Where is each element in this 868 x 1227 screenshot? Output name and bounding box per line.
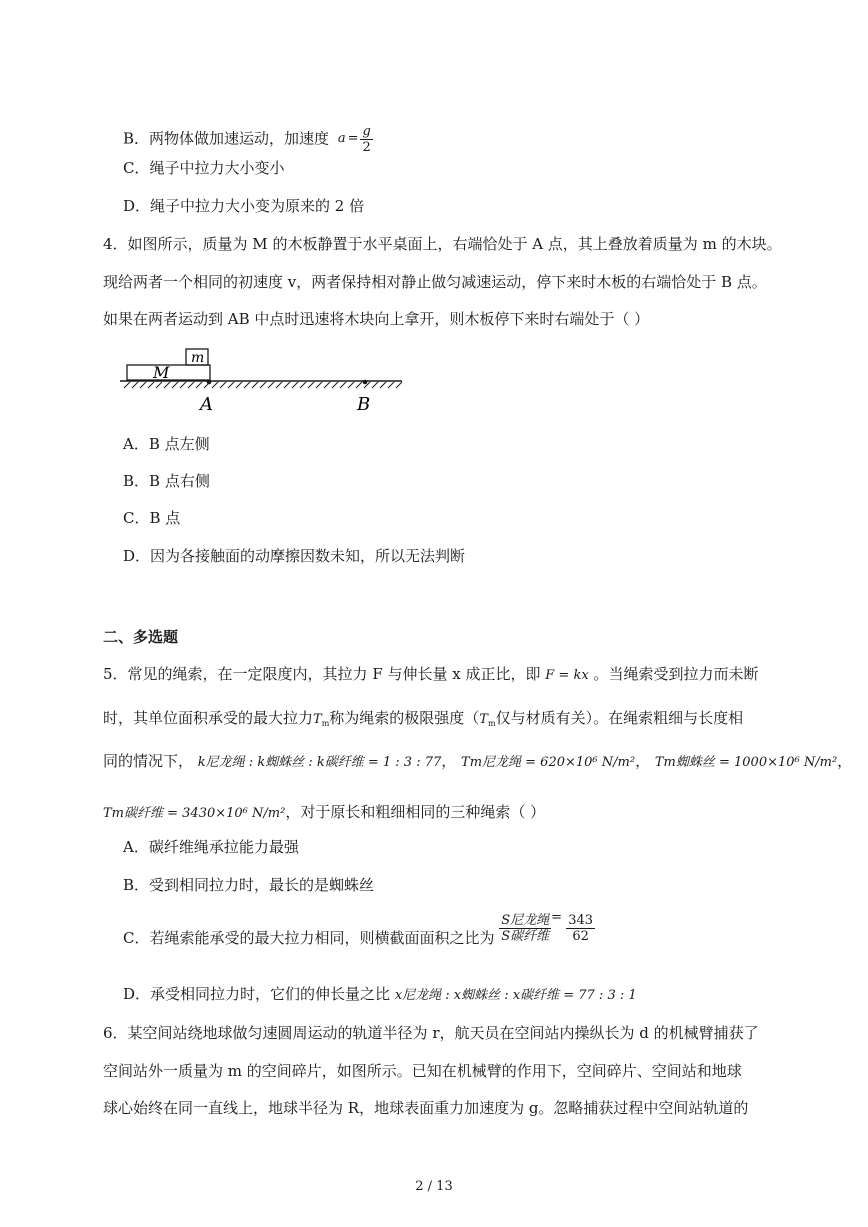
extension-ratio-formula: x尼龙绳 : x蜘蛛丝 : x碳纤维 = 77 : 3 : 1 [394, 988, 637, 1003]
formula-numerator: g [362, 124, 371, 139]
q4-option-a: A．B 点左侧 [123, 435, 210, 453]
q5-option-d-text: D．承受相同拉力时，它们的伸长量之比 [123, 985, 391, 1003]
q3-option-c: C．绳子中拉力大小变小 [123, 159, 285, 177]
k-ratio-formula: k尼龙绳 : k蜘蛛丝 : k碳纤维 = 1 : 3 : 77 [197, 755, 442, 770]
label-M: M [153, 363, 170, 382]
tm-symbol-2: T [479, 712, 488, 727]
tm-subscript: m [321, 719, 330, 728]
q6-line3: 球心始终在同一直线上，地球半径为 R，地球表面重力加速度为 g。忽略捕获过程中空间站轨道的 [103, 1099, 749, 1117]
point-B [363, 380, 368, 385]
q5-line4-text: ，对于原长和粗细相同的三种绳索（ ） [285, 803, 546, 821]
q5-option-a: A．碳纤维绳承拉能力最强 [123, 838, 299, 856]
q4-line2: 现给两者一个相同的初速度 v，两者保持相对静止做匀减速运动，停下来时木板的右端恰处于 B 点。 [103, 273, 767, 291]
q5-option-d [123, 984, 637, 1006]
tm-subscript-2: m [487, 719, 496, 728]
q5-line2-b: 称为绳索的极限强度（ [329, 709, 480, 727]
area-numerator: S尼龙绳 [501, 912, 550, 928]
equals-sign: = [551, 910, 567, 925]
ratio-numerator: 343 [568, 912, 594, 928]
ratio-denominator: 62 [572, 928, 589, 944]
q4-line1: 4．如图所示，质量为 M 的木板静置于水平桌面上，右端恰处于 A 点，其上叠放着质量为 m 的木块。 [103, 235, 782, 253]
q5-option-c-text: C．若绳索能承受的最大拉力相同，则横截面面积之比为 [123, 929, 495, 947]
q5-option-b: B．受到相同拉力时，最长的是蜘蛛丝 [123, 876, 375, 894]
q3-option-b-text: B．两物体做加速运动，加速度 [123, 129, 330, 148]
label-A: A [200, 394, 213, 414]
q5-option-c [123, 910, 595, 950]
q5-line2-c: 仅与材质有关）。在绳索粗细与长度相 [495, 709, 744, 727]
q4-line3: 如果在两者运动到 AB 中点时迅速将木块向上拿开，则木板停下来时右端处于（ ） [103, 310, 650, 328]
table-hatching [124, 382, 402, 388]
tm-nylon-formula: Tm尼龙绳 = 620×10⁶ N/m² [461, 755, 636, 770]
q5-line1 [103, 664, 758, 686]
q6-line2: 空间站外一质量为 m 的空间碎片，如图所示。已知在机械臂的作用下，空间碎片、空间站和地球 [103, 1062, 742, 1080]
label-B: B [357, 394, 371, 414]
q4-option-d: D．因为各接触面的动摩擦因数未知，所以无法判断 [123, 547, 466, 565]
point-A [207, 380, 212, 385]
tm-spider-formula: Tm蜘蛛丝 = 1000×10⁶ N/m² [654, 755, 838, 770]
q5-line3: 同的情况下， k尼龙绳 : k蜘蛛丝 : k碳纤维 = 1 : 3 : 77， Tm尼龙绳 = 620×10⁶ N/m²， Tm蜘蛛丝 = 1000×10⁶ N/m²， [103, 752, 853, 770]
q5-line2-a: 时，其单位面积承受的最大拉力 [103, 709, 314, 727]
q5-line2 [103, 708, 743, 731]
q4-option-c: C．B 点 [123, 509, 181, 527]
q5-line1-text: 5．常见的绳索，在一定限度内，其拉力 F 与伸长量 x 成正比，即 [103, 665, 541, 683]
label-m: m [191, 350, 205, 366]
tm-symbol: T [313, 712, 322, 727]
hooke-formula: F = kx [545, 668, 589, 683]
q4-option-b: B．B 点右侧 [123, 472, 210, 490]
area-ratio-fraction [499, 913, 551, 944]
q5-line1-end: 。当绳索受到拉力而未断 [593, 665, 759, 683]
q5-line4 [103, 802, 545, 824]
section-title: 二、多选题 [103, 628, 179, 646]
q4-figure [120, 342, 410, 414]
tm-carbon-formula: Tm碳纤维 = 3430×10⁶ N/m² [103, 806, 286, 821]
page-number: 2 / 13 [415, 1179, 453, 1194]
q3-option-b [123, 124, 373, 155]
q5-line3-a: 同的情况下， [103, 752, 194, 770]
formula-denominator: 2 [362, 140, 371, 155]
formula-lhs: a [337, 131, 346, 146]
area-denominator: S碳纤维 [501, 928, 550, 944]
q3-option-b-formula: a = $\frac{g}{2}$ [337, 124, 371, 155]
q3-option-d: D．绳子中拉力大小变为原来的 2 倍 [123, 197, 365, 215]
q6-line1: 6．某空间站绕地球做匀速圆周运动的轨道半径为 r，航天员在空间站内操纵长为 d 的机械臂捕获了 [103, 1024, 759, 1042]
area-ratio-value [566, 913, 595, 944]
